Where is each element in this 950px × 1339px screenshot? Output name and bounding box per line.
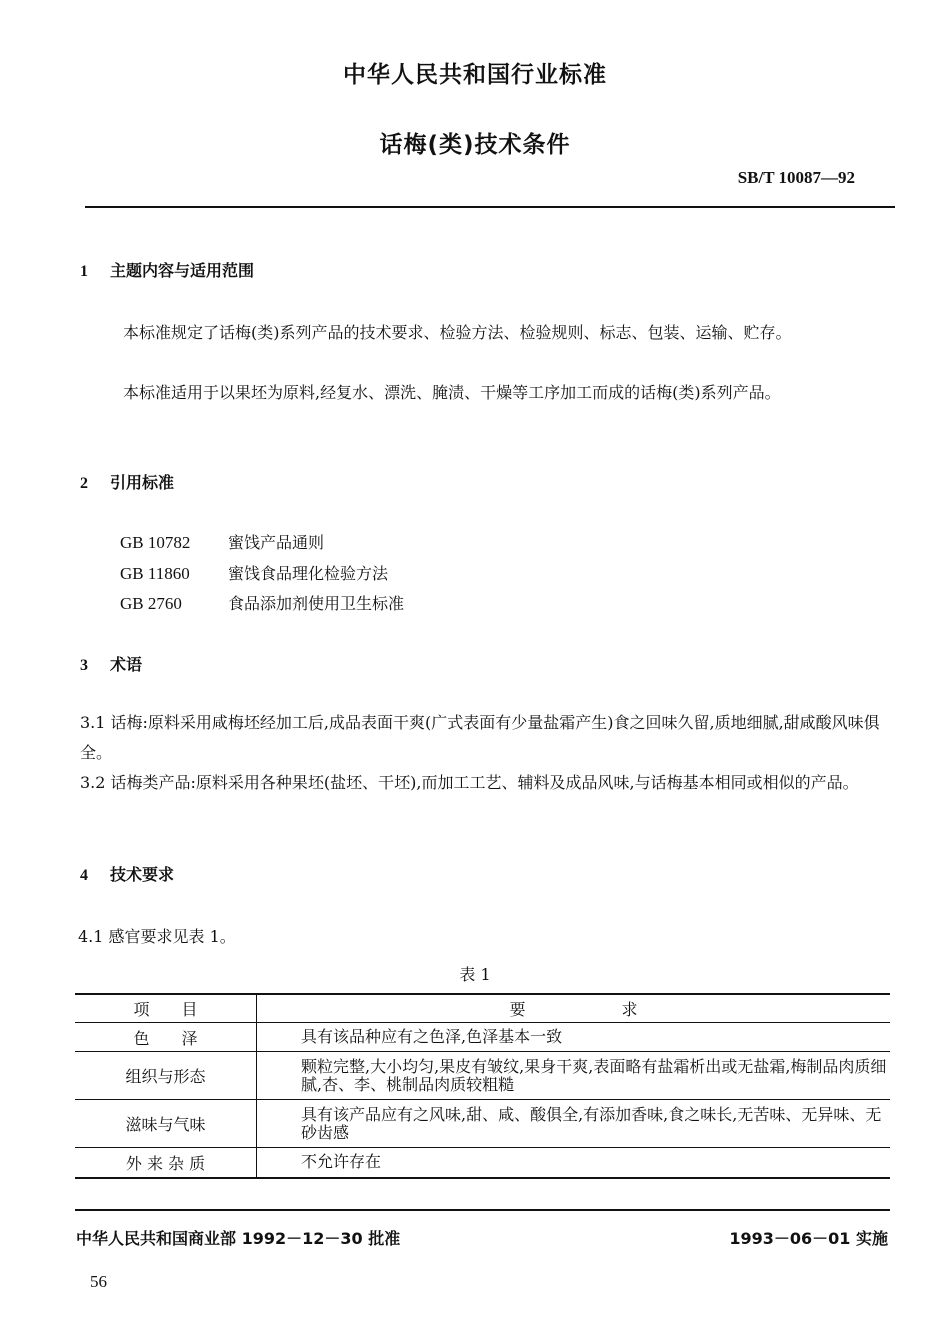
section-1-para-1: 本标准规定了话梅(类)系列产品的技术要求、检验方法、检验规则、标志、包装、运输、贮存。 bbox=[123, 323, 792, 342]
sensory-requirements-table bbox=[75, 993, 890, 1179]
section-3-para-2: 3.2 话梅类产品:原料采用各种果坯(盐坯、干坯),而加工工艺、辅料及成品风味,与话梅基本相同或相似的产品。 bbox=[80, 773, 859, 792]
section-2-heading bbox=[80, 470, 174, 493]
table-header-row bbox=[75, 994, 890, 1023]
section-number: 3 bbox=[80, 657, 88, 674]
table-cell-requirement: 具有该品种应有之色泽,色泽基本一致 bbox=[257, 1023, 891, 1052]
table-row bbox=[75, 1052, 890, 1100]
table-cell-requirement: 具有该产品应有之风味,甜、咸、酸俱全,有添加香味,食之味长,无苦味、无异味、无砂齿感 bbox=[257, 1100, 891, 1148]
section-title: 技术要求 bbox=[110, 865, 175, 884]
ref-item bbox=[120, 561, 388, 584]
section-3-heading bbox=[80, 652, 142, 675]
section-number: 1 bbox=[80, 263, 88, 280]
ref-code: GB 10782 bbox=[120, 533, 191, 552]
section-4-para-1: 4.1 感官要求见表 1。 bbox=[78, 927, 236, 946]
section-title: 主题内容与适用范围 bbox=[110, 261, 255, 280]
table-cell-requirement: 颗粒完整,大小均匀,果皮有皱纹,果身干爽,表面略有盐霜析出或无盐霜,梅制品肉质细腻,杏、李、桃制品肉质较粗糙 bbox=[257, 1052, 891, 1100]
effective-date: 1993－06－01 实施 bbox=[729, 1229, 888, 1248]
ref-name: 食品添加剂使用卫生标准 bbox=[228, 594, 405, 613]
org-title: 中华人民共和国行业标准 bbox=[343, 62, 607, 88]
standard-code: SB/T 10087—92 bbox=[737, 168, 855, 187]
page-number: 56 bbox=[90, 1272, 107, 1291]
table-cell-item: 外 来 杂 质 bbox=[75, 1148, 257, 1178]
section-title: 术语 bbox=[110, 655, 143, 674]
section-4-heading bbox=[80, 862, 174, 885]
ref-item bbox=[120, 530, 324, 553]
ref-name: 蜜饯食品理化检验方法 bbox=[228, 564, 389, 583]
table-cell-item: 色 泽 bbox=[75, 1023, 257, 1052]
section-number: 4 bbox=[80, 867, 88, 884]
table-header-item: 项 目 bbox=[75, 994, 257, 1023]
ref-code: GB 11860 bbox=[120, 564, 190, 583]
section-1-para-2: 本标准适用于以果坯为原料,经复水、漂洗、腌渍、干燥等工序加工而成的话梅(类)系列产品。 bbox=[123, 383, 781, 402]
table-cell-item: 滋味与气味 bbox=[75, 1100, 257, 1148]
ref-code: GB 2760 bbox=[120, 594, 182, 613]
ref-item bbox=[120, 591, 404, 614]
ref-name: 蜜饯产品通则 bbox=[228, 533, 325, 552]
table-caption: 表 1 bbox=[459, 965, 491, 984]
section-1-heading bbox=[80, 258, 254, 281]
section-3-para-1: 3.1 话梅:原料采用咸梅坯经加工后,成品表面干爽(广式表面有少量盐霜产生)食之回味久留,质地细腻,甜咸酸风味俱全。 bbox=[80, 713, 880, 762]
footer-rule bbox=[75, 1209, 890, 1211]
section-title: 引用标准 bbox=[110, 473, 175, 492]
table-row bbox=[75, 1148, 890, 1178]
table-header-requirement: 要 求 bbox=[257, 994, 891, 1023]
section-number: 2 bbox=[80, 475, 88, 492]
table-cell-requirement: 不允许存在 bbox=[257, 1148, 891, 1178]
doc-title: 话梅(类)技术条件 bbox=[379, 132, 571, 158]
table-row bbox=[75, 1100, 890, 1148]
header-rule bbox=[85, 206, 895, 208]
approval-line: 中华人民共和国商业部 1992－12－30 批准 bbox=[76, 1229, 401, 1248]
table-cell-item: 组织与形态 bbox=[75, 1052, 257, 1100]
table-row bbox=[75, 1023, 890, 1052]
